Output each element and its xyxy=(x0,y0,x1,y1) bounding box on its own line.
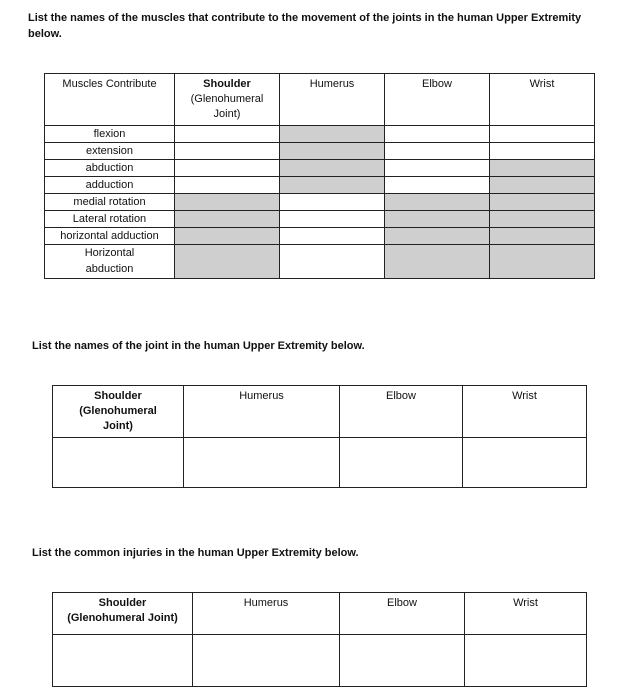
joints-cell-elbow[interactable] xyxy=(340,438,463,488)
cell-extension-humerus xyxy=(280,143,385,160)
row-label-horizontal-abduction-line1: Horizontal xyxy=(84,247,135,259)
cell-abduction-wrist xyxy=(490,160,595,177)
table-row xyxy=(45,143,595,160)
injuries-cell-elbow[interactable] xyxy=(340,635,465,687)
cell-medial-rotation-humerus[interactable] xyxy=(280,194,385,211)
injuries-header-shoulder-line1: Shoulder xyxy=(98,597,147,609)
table-row xyxy=(45,177,595,194)
cell-horizontal-abduction-humerus[interactable] xyxy=(280,245,385,279)
header-shoulder-line3: Joint) xyxy=(213,108,241,120)
injuries-cell-shoulder[interactable] xyxy=(53,635,193,687)
muscles-table xyxy=(44,73,595,279)
header-wrist: Wrist xyxy=(490,74,595,126)
injuries-cell-humerus[interactable] xyxy=(193,635,340,687)
cell-medial-rotation-shoulder xyxy=(175,194,280,211)
table-row xyxy=(45,245,595,279)
cell-extension-wrist[interactable] xyxy=(490,143,595,160)
injuries-header-humerus: Humerus xyxy=(193,593,340,635)
header-shoulder xyxy=(175,74,280,126)
row-label-lateral-rotation: Lateral rotation xyxy=(45,211,175,228)
cell-abduction-shoulder[interactable] xyxy=(175,160,280,177)
joints-header-wrist: Wrist xyxy=(463,386,587,438)
joints-table xyxy=(52,385,587,488)
joints-header-shoulder xyxy=(53,386,184,438)
cell-abduction-humerus xyxy=(280,160,385,177)
row-label-horizontal-adduction: horizontal adduction xyxy=(45,228,175,245)
header-elbow: Elbow xyxy=(385,74,490,126)
cell-horizontal-adduction-humerus[interactable] xyxy=(280,228,385,245)
joints-cell-humerus[interactable] xyxy=(184,438,340,488)
cell-lateral-rotation-wrist xyxy=(490,211,595,228)
injuries-table xyxy=(52,592,587,687)
cell-horizontal-adduction-elbow xyxy=(385,228,490,245)
cell-lateral-rotation-elbow xyxy=(385,211,490,228)
header-humerus: Humerus xyxy=(280,74,385,126)
muscles-instruction: List the names of the muscles that contribute to the movement of the joints in the human Upper Extremity below. xyxy=(28,12,582,40)
table-row xyxy=(45,211,595,228)
joints-cell-shoulder[interactable] xyxy=(53,438,184,488)
cell-adduction-elbow[interactable] xyxy=(385,177,490,194)
table-row xyxy=(45,126,595,143)
row-label-adduction: adduction xyxy=(45,177,175,194)
table-row xyxy=(45,160,595,177)
joints-cell-wrist[interactable] xyxy=(463,438,587,488)
cell-flexion-elbow[interactable] xyxy=(385,126,490,143)
cell-lateral-rotation-shoulder xyxy=(175,211,280,228)
cell-flexion-humerus xyxy=(280,126,385,143)
header-muscles-contribute: Muscles Contribute xyxy=(45,74,175,126)
joints-header-shoulder-line1: Shoulder xyxy=(94,390,142,402)
joints-header-shoulder-line2: (Glenohumeral xyxy=(79,405,157,417)
injuries-header-shoulder xyxy=(53,593,193,635)
cell-lateral-rotation-humerus[interactable] xyxy=(280,211,385,228)
cell-horizontal-adduction-shoulder xyxy=(175,228,280,245)
cell-abduction-elbow[interactable] xyxy=(385,160,490,177)
cell-adduction-wrist xyxy=(490,177,595,194)
row-label-abduction: abduction xyxy=(45,160,175,177)
joints-instruction: List the names of the joint in the human Upper Extremity below. xyxy=(32,340,365,352)
cell-medial-rotation-wrist xyxy=(490,194,595,211)
injuries-cell-wrist[interactable] xyxy=(465,635,587,687)
cell-flexion-wrist[interactable] xyxy=(490,126,595,143)
cell-extension-shoulder[interactable] xyxy=(175,143,280,160)
cell-horizontal-abduction-shoulder xyxy=(175,245,280,279)
row-label-horizontal-abduction xyxy=(45,245,175,279)
table-row xyxy=(53,635,587,687)
joints-header-elbow: Elbow xyxy=(340,386,463,438)
cell-medial-rotation-elbow xyxy=(385,194,490,211)
cell-horizontal-abduction-elbow xyxy=(385,245,490,279)
injuries-header-shoulder-line2: (Glenohumeral Joint) xyxy=(67,612,178,624)
cell-horizontal-abduction-wrist xyxy=(490,245,595,279)
joints-header-humerus: Humerus xyxy=(184,386,340,438)
cell-adduction-humerus xyxy=(280,177,385,194)
table-row xyxy=(45,194,595,211)
joints-header-shoulder-line3: Joint) xyxy=(103,420,133,432)
injuries-header-wrist: Wrist xyxy=(465,593,587,635)
row-label-extension: extension xyxy=(45,143,175,160)
cell-flexion-shoulder[interactable] xyxy=(175,126,280,143)
header-shoulder-line2: (Glenohumeral xyxy=(190,93,264,105)
row-label-medial-rotation: medial rotation xyxy=(45,194,175,211)
cell-horizontal-adduction-wrist xyxy=(490,228,595,245)
header-shoulder-line1: Shoulder xyxy=(203,78,251,90)
row-label-horizontal-abduction-line2: abduction xyxy=(85,263,134,275)
injuries-instruction: List the common injuries in the human Upper Extremity below. xyxy=(32,547,359,559)
row-label-flexion: flexion xyxy=(45,126,175,143)
injuries-header-elbow: Elbow xyxy=(340,593,465,635)
table-row xyxy=(53,438,587,488)
cell-extension-elbow[interactable] xyxy=(385,143,490,160)
cell-adduction-shoulder[interactable] xyxy=(175,177,280,194)
table-row xyxy=(45,228,595,245)
